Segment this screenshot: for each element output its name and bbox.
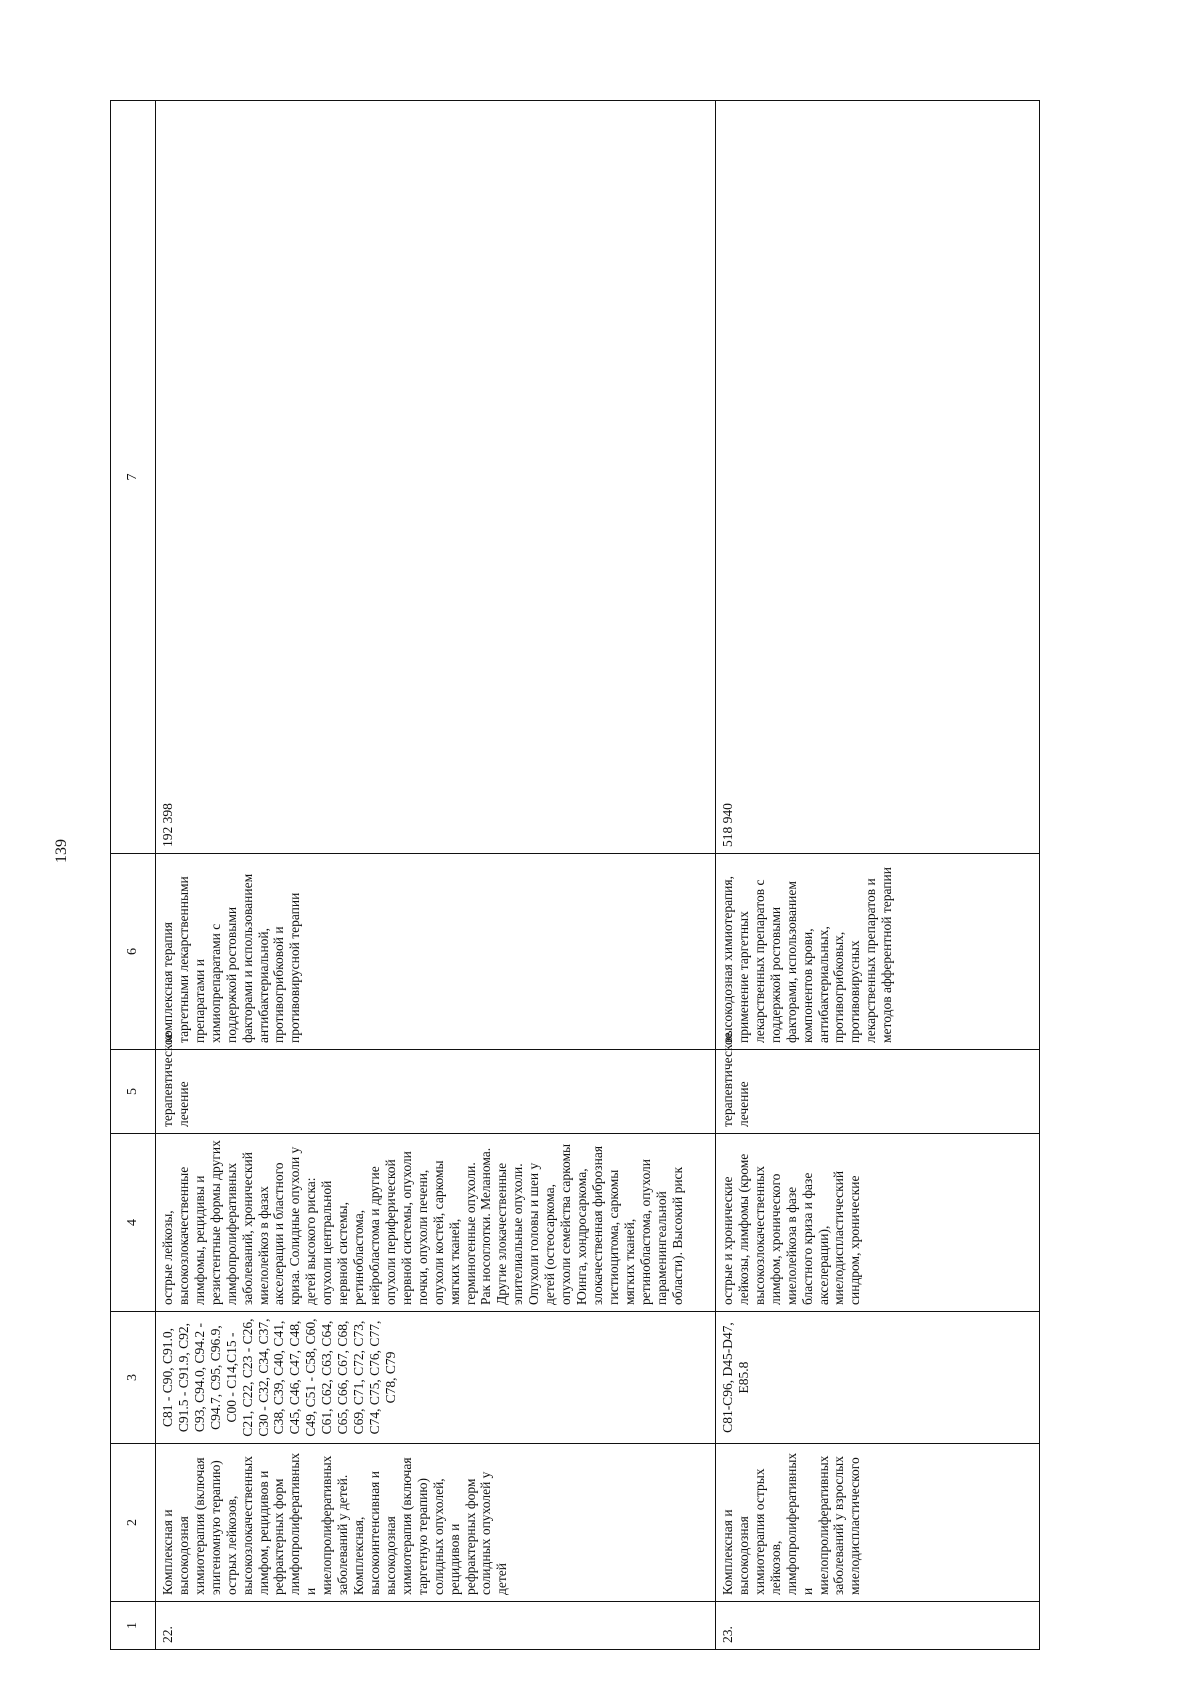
care-type-name: Комплексная и высокодозная химиотерапия острых лейкозов, лимфопролиферативных и миелопролиферативных заболеваний у взрослых миелодиспластического xyxy=(716,1444,1040,1602)
cost-value: 192 398 xyxy=(156,101,716,854)
column-header-1: 1 xyxy=(111,1602,156,1650)
treatment-type: терапевтическое лечение xyxy=(716,1050,1040,1134)
medical-care-table xyxy=(110,100,1040,1650)
column-header-4: 4 xyxy=(111,1134,156,1312)
icd-codes: C81 - C90, C91.0, C91.5 - C91.9, C92, C93, C94.0, C94.2 - C94.7, C95, C96.9, C00 - C14,C15 - C21, C22, C23 - C26, C30 - C32, C34, C37, C38, C39, C40, C41, C45, C46, C47, C48, C49, C51 - C58, C60, C61, C62, C63, C64, C65, C66, C67, C68, C69, C71, C72, C73, C74, C75, C76, C77, C78, C79 xyxy=(156,1312,716,1444)
column-header-5: 5 xyxy=(111,1050,156,1134)
row-number: 23. xyxy=(716,1602,1040,1650)
care-type-name: Комплексная и высокодозная химиотерапия (включая эпигеномную терапию) острых лейкозов, высокозлокачественных лимфом, рецидивов и рефрактерных форм лимфопролиферативных и миелопролиферативных заболеваний у детей. Комплексная, высокоинтенсивная и высокодозная химиотерапия (включая таргетную терапию) солидных опухолей, рецидивов и рефрактерных форм солидных опухолей у детей xyxy=(156,1444,716,1602)
icd-codes: C81-C96, D45-D47, E85.8 xyxy=(716,1312,1040,1444)
treatment-method: комплексная терапия таргетными лекарственными препаратами и химиопрепаратами с поддержкой ростовыми факторами и использованием антибактериальной, противогрибковой и противовирусной терапии xyxy=(156,854,716,1050)
page-number: 139 xyxy=(53,839,70,863)
column-header-7: 7 xyxy=(111,101,156,854)
header-row xyxy=(111,101,156,1650)
column-header-2: 2 xyxy=(111,1444,156,1602)
row-number: 22. xyxy=(156,1602,716,1650)
patient-model: острые лейкозы, высокозлокачественные лимфомы, рецидивы и резистентные формы других лимфопролиферативных заболеваний, хронический миелолейкоз в фазах акселерации и бластного криза. Солидные опухоли у детей высокого риска: опухоли центральной нервной системы, ретинобластома, нейробластома и другие опухоли периферической нервной системы, опухоли почки, опухоли печени, опухоли костей, саркомы мягких тканей, герминогенные опухоли. Рак носоглотки. Меланома. Другие злокачественные эпителиальные опухоли. Опухоли головы и шеи у детей (остеосаркома, опухоли семейства саркомы Юинга, хондросаркома, злокачественная фиброзная гистиоцитома, саркомы мягких тканей, ретинобластома, опухоли параменингеальной области). Высокий риск xyxy=(156,1134,716,1312)
patient-model: острые и хронические лейкозы, лимфомы (кроме высокозлокачественных лимфом, хронического миелолейкоза в фазе бластного криза и фазе акселерации), миелодиспластический синдром, хронические xyxy=(716,1134,1040,1312)
table-row xyxy=(716,101,1040,1650)
rotated-table-sheet xyxy=(110,100,1040,1650)
column-header-3: 3 xyxy=(111,1312,156,1444)
column-header-6: 6 xyxy=(111,854,156,1050)
treatment-type: терапевтическое лечение xyxy=(156,1050,716,1134)
treatment-method: высокодозная химиотерапия, применение таргетных лекарственных препаратов с поддержкой ростовыми факторами, использованием компонентов крови, антибактериальных, противогрибковых, противовирусных лекарственных препаратов и методов афферентной терапии xyxy=(716,854,1040,1050)
table-row xyxy=(156,101,716,1650)
cost-value: 518 940 xyxy=(716,101,1040,854)
